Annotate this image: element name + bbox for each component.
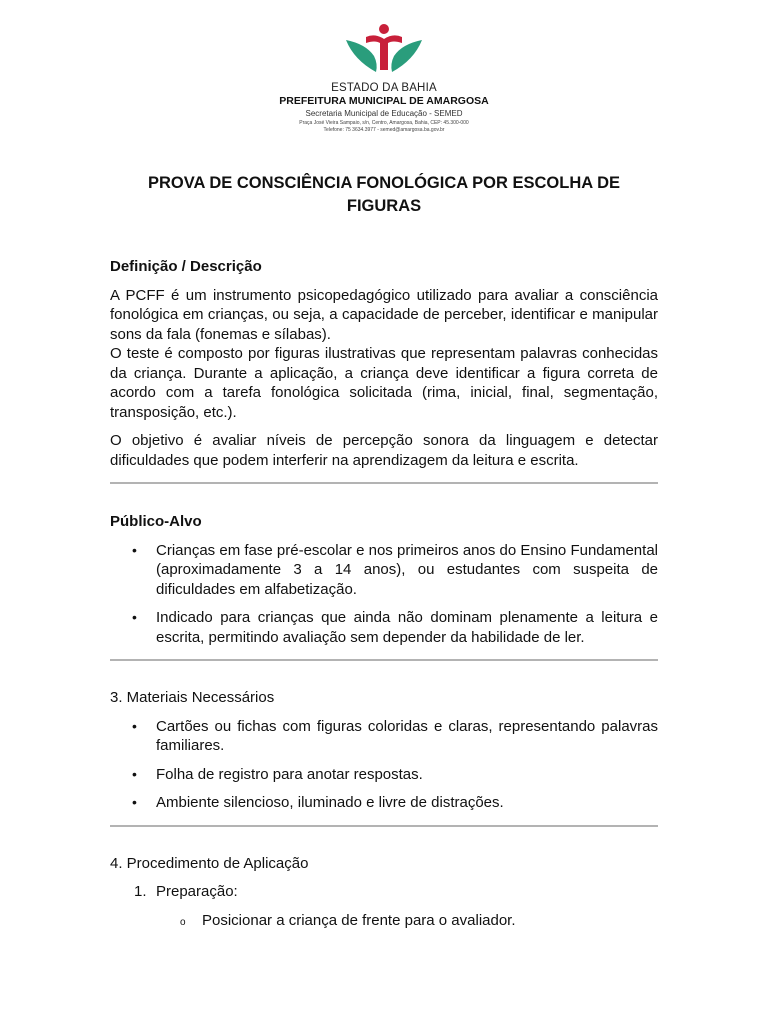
- list-item: • Crianças em fase pré-escolar e nos primeiros anos do Ensino Fundamental (aproximadamente 3 a 14 anos), ou estudantes com suspeita de dificuldades em alfabetização.: [110, 541, 658, 600]
- procedimento-steps: [110, 882, 658, 902]
- list-item: [110, 882, 658, 902]
- section-heading-publico-alvo: Público-Alvo: [110, 513, 202, 530]
- header-prefeitura: PREFEITURA MUNICIPAL DE AMARGOSA: [279, 95, 489, 107]
- list-item: o Posicionar a criança de frente para o avaliador.: [110, 911, 658, 931]
- section-heading-materiais: 3. Materiais Necessários: [110, 689, 275, 706]
- header-phone: Telefone: 75 3634.3977 - semed@amargosa.ba.gov.br: [323, 127, 445, 133]
- list-item: • Cartões ou fichas com figuras coloridas e claras, representando palavras familiares.: [110, 717, 658, 756]
- preparacao-sublist: [110, 911, 658, 931]
- letterhead: [0, 20, 768, 133]
- header-state: ESTADO DA BAHIA: [331, 82, 437, 94]
- materiais-list: [110, 717, 658, 813]
- section-heading-definicao: Definição / Descrição: [110, 258, 262, 275]
- page-title: PROVA DE CONSCIÊNCIA FONOLÓGICA POR ESCOLHA DE FIGURAS: [147, 174, 621, 215]
- section-heading-procedimento: 4. Procedimento de Aplicação: [110, 854, 309, 872]
- paragraph-definicao-2: O teste é composto por figuras ilustrativas que representam palavras conhecidas da criança. Durante a aplicação, a criança deve identificar a figura correta de acordo com a tarefa fonológica solicitada (rima, inicial, final, segmentação, transposição, etc.).: [110, 345, 658, 421]
- document-body: [110, 172, 658, 930]
- prefeitura-logo-icon: [344, 20, 424, 78]
- list-item: • Ambiente silencioso, iluminado e livre de distrações.: [110, 793, 658, 813]
- publico-alvo-list: [110, 541, 658, 648]
- paragraph-definicao-1: A PCFF é um instrumento psicopedagógico utilizado para avaliar a consciência fonológica em crianças, ou seja, a capacidade de perceber, identificar e manipular sons da fala (fonemas e sílabas).: [110, 286, 658, 343]
- header-secretaria: Secretaria Municipal de Educação - SEMED: [305, 109, 463, 118]
- list-item: • Folha de registro para anotar respostas.: [110, 765, 658, 785]
- step-number: 1.: [134, 883, 147, 900]
- step-label: Preparação:: [156, 883, 238, 900]
- header-address: Praça José Vieira Sampaio, s/n, Centro, Amargosa, Bahia, CEP: 45.300-000: [299, 120, 469, 126]
- paragraph-definicao-3: O objetivo é avaliar níveis de percepção sonora da linguagem e detectar dificuldades que podem interferir na aprendizagem da leitura e escrita.: [110, 432, 658, 469]
- list-item: • Indicado para crianças que ainda não dominam plenamente a leitura e escrita, permitindo avaliação sem depender da habilidade de ler.: [110, 608, 658, 647]
